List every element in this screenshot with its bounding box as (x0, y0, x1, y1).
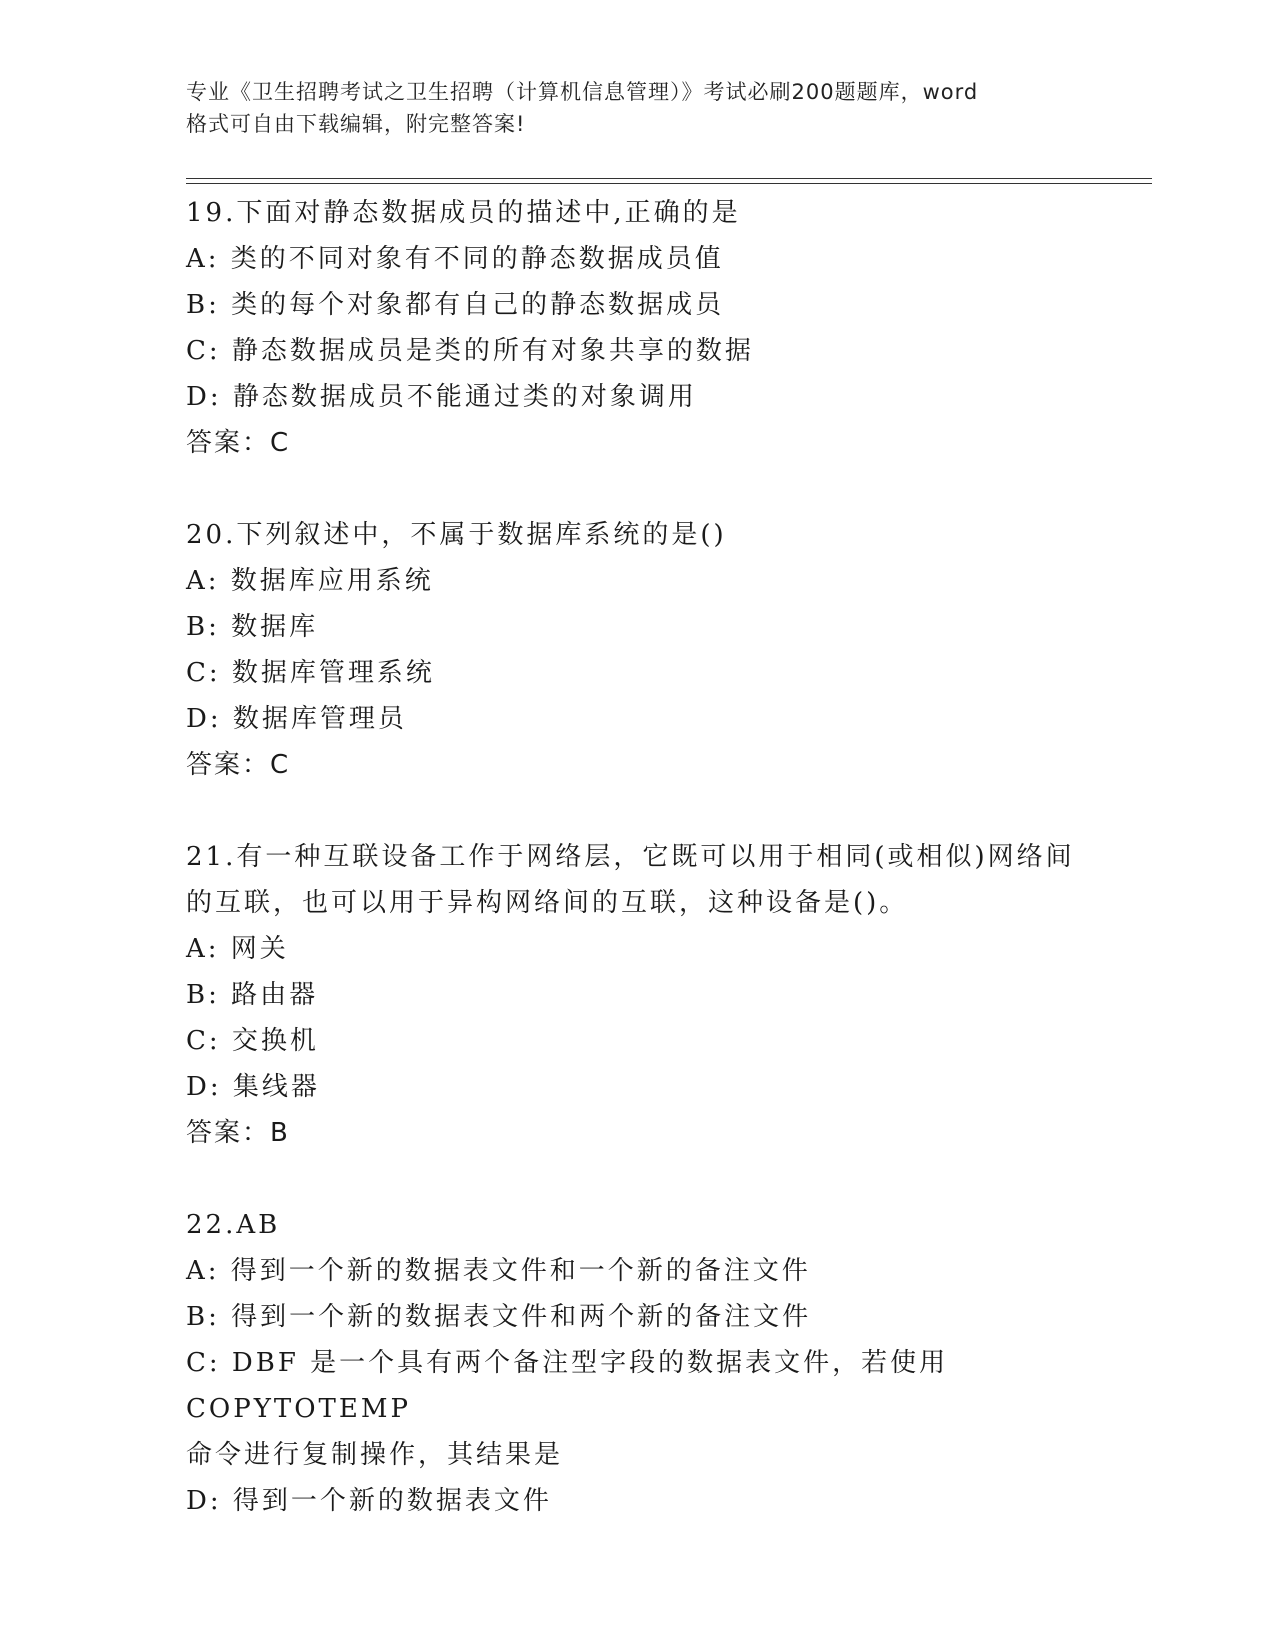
question-list (186, 190, 1086, 1570)
option-a: A: 网关 (186, 934, 289, 964)
question-block (186, 1202, 1086, 1524)
option-c: C: 交换机 (186, 1026, 319, 1056)
option-d: D: 集线器 (186, 1072, 320, 1102)
header-divider-top (186, 178, 1152, 179)
option-c: C: 数据库管理系统 (186, 658, 435, 688)
option-b: B: 路由器 (186, 980, 319, 1010)
header-line-1: 专业《卫生招聘考试之卫生招聘（计算机信息管理）》考试必刷200题题库，word (186, 80, 979, 104)
answer-label: 答案：B (186, 1118, 290, 1148)
option-d: D: 静态数据成员不能通过类的对象调用 (186, 382, 697, 412)
question-block (186, 834, 1086, 1156)
option-c: C: DBF 是一个具有两个备注型字段的数据表文件，若使用 COPYTOTEMP (186, 1348, 960, 1424)
question-stem: 21.有一种互联设备工作于网络层，它既可以用于相同(或相似)网络间 (186, 842, 1075, 872)
option-a: A: 得到一个新的数据表文件和一个新的备注文件 (186, 1256, 811, 1286)
option-c: 命令进行复制操作，其结果是 (186, 1440, 564, 1470)
question-block (186, 190, 1086, 466)
header-line-2: 格式可自由下载编辑，附完整答案! (186, 112, 526, 136)
answer-label: 答案：C (186, 750, 291, 780)
option-d: D: 数据库管理员 (186, 704, 407, 734)
question-stem: 19.下面对静态数据成员的描述中,正确的是 (186, 198, 741, 228)
option-a: A: 数据库应用系统 (186, 566, 434, 596)
question-block (186, 512, 1086, 788)
option-b: B: 得到一个新的数据表文件和两个新的备注文件 (186, 1302, 812, 1332)
option-b: B: 类的每个对象都有自己的静态数据成员 (186, 290, 725, 320)
option-d: D: 得到一个新的数据表文件 (186, 1486, 552, 1516)
header-divider-bottom (186, 183, 1152, 184)
option-a: A: 类的不同对象有不同的静态数据成员值 (186, 244, 724, 274)
question-stem: 20.下列叙述中，不属于数据库系统的是() (186, 520, 727, 550)
option-c: C: 静态数据成员是类的所有对象共享的数据 (186, 336, 754, 366)
document-header (186, 76, 1086, 140)
question-stem: 22.AB (186, 1210, 281, 1240)
answer-label: 答案：C (186, 428, 291, 458)
option-b: B: 数据库 (186, 612, 319, 642)
question-stem: 的互联，也可以用于异构网络间的互联，这种设备是()。 (186, 888, 909, 918)
